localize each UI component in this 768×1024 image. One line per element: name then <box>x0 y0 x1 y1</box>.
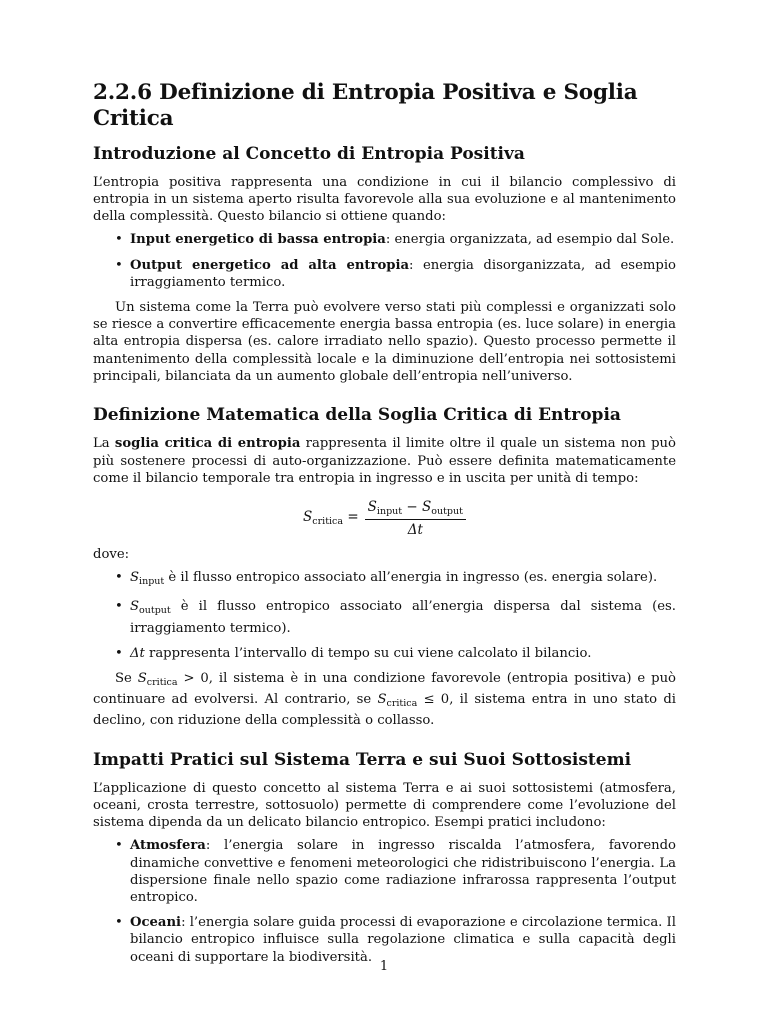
list-item <box>93 231 676 248</box>
bullet-icon: • <box>115 645 123 661</box>
bullet-list-impacts <box>93 837 676 965</box>
formula-lhs: $S_{critica}$ = <box>303 509 359 528</box>
bullet-list-balance <box>93 231 676 291</box>
bullet-icon: • <box>115 915 123 931</box>
bullet-icon: • <box>115 570 123 586</box>
intro-paragraph: L’entropia positiva rappresenta una condizione in cui il bilancio complessivo di entropia in un sistema aperto risulta favorevole alla sua evoluzione e al mantenimento della complessità. Questo bilancio si ottiene quando: <box>93 174 676 225</box>
subsection-heading-intro: Introduzione al Concetto di Entropia Positiva <box>93 143 525 164</box>
item-text: : energia disorganizzata, ad esempio irraggiamento termico. <box>130 257 676 290</box>
formula-denominator: Δt <box>407 521 423 538</box>
item-text: rappresenta l’intervallo di tempo su cui viene calcolato il bilancio. <box>144 645 592 661</box>
formula-numerator: $S_{input} - S_{output}$ <box>365 499 466 520</box>
definition-paragraph <box>93 435 676 487</box>
subsection-heading-math: Definizione Matematica della Soglia Critica di Entropia <box>93 405 621 426</box>
earth-paragraph: Un sistema come la Terra può evolvere verso stati più complessi e organizzati solo se riesce a convertire efficacemente energia bassa entropia (es. luce solare) in energia alta entropia dispersa (es. calore irradiato nello spazio). Questo processo permette il mantenimento della complessità locale e la diminuzione dell’entropia nei sottosistemi principali, bilanciata da un aumento globale dell’entropia nell’universo. <box>93 300 676 384</box>
text-run: rappresenta il limite oltre il quale un sistema non può più sostenere processi di auto-organizzazione. Può essere definita matematicamente come il bilancio temporale tra entropia in ingresso e in uscita per unità di tempo: <box>93 436 676 486</box>
list-item: • Δt rappresenta l’intervallo di tempo su cui viene calcolato il bilancio. <box>115 645 592 661</box>
section-title: 2.2.6 Definizione di Entropia Positiva e Soglia Critica <box>93 80 638 131</box>
formula-fraction <box>365 499 466 538</box>
item-text: : energia organizzata, ad esempio dal Sole. <box>385 232 675 248</box>
list-item: • $S_{input}$ è il flusso entropico associato all’energia in ingresso (es. energia solare). <box>115 570 658 588</box>
item-bold: Output energetico ad alta entropia <box>130 257 410 273</box>
list-item <box>93 257 676 291</box>
bullet-icon: • <box>115 257 123 273</box>
dove-label: dove: <box>93 546 130 562</box>
item-text: : l’energia solare in ingresso riscalda l’atmosfera, favorendo dinamiche convettive e fenomeni meteorologici che ridistribuiscono l’energia. La dispersione finale nello spazio come radiazione infrarossa rappresenta l’output entropico. <box>130 838 676 906</box>
conclusion-paragraph: Se $S_{critica} > 0$, il sistema è in una condizione favorevole (entropia positiva) e può continuare ad evolversi. Al contrario, se $S_{critica} \le 0$, il sistema entra in uno stato di declino, con riduzione della complessità o collasso. <box>93 670 677 729</box>
text-run: La <box>93 436 115 452</box>
bullet-icon: • <box>115 599 123 615</box>
term-bold: soglia critica di entropia <box>114 436 301 452</box>
impacts-intro-paragraph: L’applicazione di questo concetto al sistema Terra e ai suoi sottosistemi (atmosfera, oceani, crosta terrestre, sottosuolo) permette di comprendere come l’evoluzione del sistema dipenda da un delicato bilancio entropico. Esempi pratici includono: <box>93 780 676 831</box>
item-text: è il flusso entropico associato all’energia dispersa dal sistema (es. irraggiamento termico). <box>130 599 676 636</box>
bullet-icon: • <box>115 232 123 248</box>
page-number: 1 <box>379 959 389 974</box>
item-text: è il flusso entropico associato all’energia in ingresso (es. energia solare). <box>164 570 658 586</box>
list-item <box>93 837 676 906</box>
item-bold: Oceani <box>130 915 182 931</box>
document-page <box>93 80 676 974</box>
item-bold: Atmosfera <box>130 838 206 854</box>
list-item: • $S_{output}$ è il flusso entropico associato all’energia dispersa dal sistema (es. irraggiamento termico). <box>115 599 676 636</box>
item-bold: Input energetico di bassa entropia <box>130 232 386 248</box>
item-text: : l’energia solare guida processi di evaporazione e circolazione termica. Il bilancio entropico influisce sulla regolazione climatica e sulla capacità degli oceani di supportare la biodiversità. <box>130 915 676 965</box>
bullet-icon: • <box>115 838 123 854</box>
bullet-list-variables <box>93 569 676 662</box>
critical-threshold-formula <box>93 499 676 538</box>
subsection-heading-impacts: Impatti Pratici sul Sistema Terra e sui Suoi Sottosistemi <box>93 749 632 770</box>
